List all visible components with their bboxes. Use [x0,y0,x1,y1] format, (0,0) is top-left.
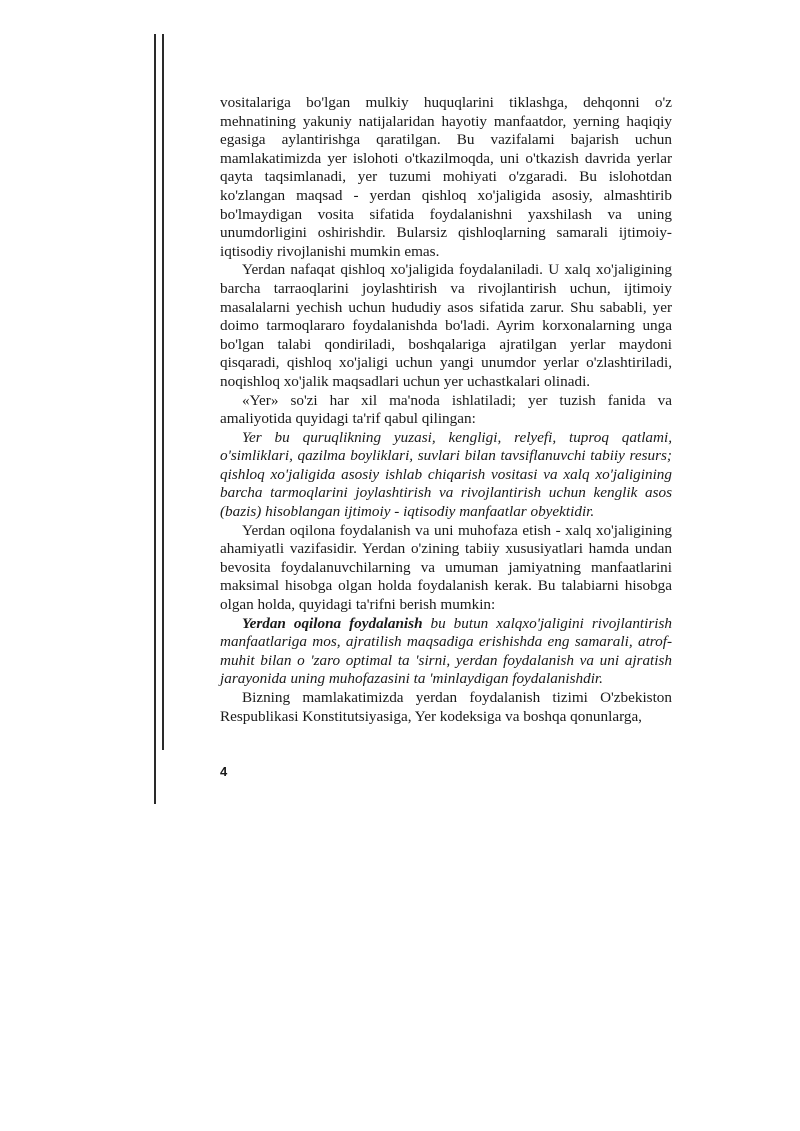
paragraph-7: Bizning mamlakatimizda yerdan foydalanish tizimi O'zbekiston Respublikasi Konstitutsiyasiga, Yer kodeksiga va boshqa qonunlarga, [220,689,672,725]
margin-rule-left [154,34,156,804]
definition-rational-use [220,615,672,689]
paragraph-5: Yerdan oqilona foydalanish va uni muhofaza etish - xalq xo'jaligining ahamiyatli vazifasidir. Yerdan o'zining tabiiy xususiyatlari hamda undan bevosita foydalanuvchilarning va umuman jamiyatning manfaatlarini maksimal hisobga olgan holda foydalanish kerak. Bu talabiarni hisobga olgan holda, quyidagi ta'rifni berish mumkin: [220,521,672,614]
body-text [220,94,672,726]
paragraph-1: vositalariga bo'lgan mulkiy huquqlarini tiklashga, dehqonni o'z mehnatining yakuniy natijalaridan hayotiy manfaatdor, yerning haqiqiy egasiga aylantirishga qaratilgan. Bu vazifalami bajarish uchun mamlakatimizda yer islohoti o'tkazilmoqda, uni o'tkazish davrida yerlar qayta taqsimlanadi, yer tuzumi mohiyati o'zgaradi. Bu islohotdan ko'zlangan maqsad - yerdan qishloq xo'jaligida asosiy, almashtirib bo'lmaydigan vosita sifatida foydalanishni yaxshilash va uning unumdorligini oshirishdir. Bularsiz qishloqlarning samarali ijtimoiy-iqtisodiy rivojlanishi mumkin emas. [220,94,672,260]
definition-term: Yerdan oqilona foydalanish [242,614,423,632]
margin-rule-right [162,34,164,750]
paragraph-2: Yerdan nafaqat qishloq xo'jaligida foydalaniladi. U xalq xo'jaligining barcha tarraoqlarini joylashtirish va rivojlantirish uchun, ijtimoiy masalalarni yechish uchun hududiy asos sifatida zarur. Shu sababli, yer doimo tarmoqlararo foydalanishda bo'ladi. Ayrim korxonalarning unga bo'lgan talabi qondiriladi, boshqalariga ajratilgan yerlar maydoni qisqaradi, qishloq xo'jaligi uchun yangi unumdor yerlar o'zlashtiriladi, noqishloq xo'jalik maqsadlari uchun yer uchastkalari olinadi. [220,261,672,390]
definition-body: bu butun xalqxo'jaligini rivojlantirish manfaatlariga mos, ajratilish maqsadiga erishishda eng samarali, atrof-muhit bilan o 'zaro optimal ta 'sirni, yerdan foydalanish va uni ajratish jarayonida uning muhofazasini ta 'minlaydigan foydalanishdir. [220,614,672,688]
page-number: 4 [220,764,228,779]
definition-yer: Yer bu quruqlikning yuzasi, kengligi, relyefi, tuproq qatlami, o'simliklari, qazilma boyliklari, suvlari bilan tavsiflanuvchi tabiiy resurs; qishloq xo'jaligida asosiy ishlab chiqarish vositasi va xalq xo'jaligining barcha tarmoqlarini joylashtirish va rivojlantirish uchun kenglik asos (bazis) hisoblangan ijtimoiy - iqtisodiy manfaatlar obyektidir. [220,428,672,521]
paragraph-3: «Yer» so'zi har xil ma'noda ishlatiladi; yer tuzish fanida va amaliyotida quyidagi ta'rif qabul qilingan: [220,391,672,428]
